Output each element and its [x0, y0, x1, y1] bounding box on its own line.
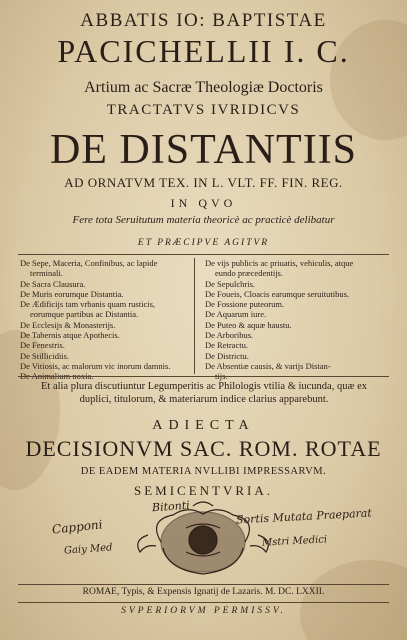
toc-item: De Absentiæ causis, & varijs Distan- — [205, 360, 331, 371]
divider-top — [18, 254, 389, 255]
paper-stain — [300, 560, 407, 640]
imprint: ROMAE, Typis, & Expensis Ignatij de Lazaris. M. DC. LXXII. — [82, 587, 325, 597]
toc-item: eorumque partibus ac Distantia. — [30, 309, 139, 320]
superiorum-permissu: SVPERIORVM PERMISSV. — [121, 606, 286, 616]
signature-top-center: Bitonti — [151, 498, 191, 515]
toc-item: De Sacra Clausura. — [20, 278, 86, 289]
toc-item: De Animalium noxia. — [20, 371, 94, 382]
toc-item: De Muris eorumque Distantia. — [20, 288, 124, 299]
summary-paragraph: Et alia plura discutiuntur Legumperitis ac Philologis vtilia & iucunda, quæ ex duplici, titulorum, & materiarum indice clarius apparebunt. — [40, 381, 368, 405]
author-line: ABBATIS IO: BAPTISTAE — [80, 10, 327, 31]
signature-right: Sortis Mutata Praeparat — [235, 506, 373, 527]
adiecta-heading: ADIECTA — [152, 418, 255, 433]
de-eadem-line: DE EADEM MATERIA NVLLIBI IMPRESSARVM. — [80, 466, 327, 477]
toc-item: De Sepulchris. — [205, 278, 256, 289]
toc-item: De Ecclesijs & Monasterijs. — [20, 319, 116, 330]
toc-right-column — [205, 258, 387, 382]
toc-item: De Vitiosis, ac malorum vic inorum damnis. — [20, 360, 171, 371]
toc-item: De Districtu. — [205, 350, 249, 361]
toc-item: De Fossione puteorum. — [205, 299, 285, 310]
toc-item: De Arboribus. — [205, 330, 254, 341]
semicenturia-line: SEMICENTVRIA. — [133, 483, 274, 498]
toc-item: terminali. — [30, 268, 63, 279]
toc-item: De Aquarum iure. — [205, 309, 267, 320]
toc-item: De Foueis, Cloacis earumque seruitutibus. — [205, 288, 350, 299]
toc-item: De Fenestris. — [20, 340, 65, 351]
author-name: PACICHELLII I. C. — [57, 33, 350, 69]
divider-imprint-top — [18, 584, 389, 585]
toc-item: eundo præcedentijs. — [215, 268, 283, 279]
toc-item: De Tabernis atque Apothecis. — [20, 330, 120, 341]
in-quo: IN QVO — [170, 196, 237, 210]
signature-bottom-right: Mstri Medici — [261, 534, 328, 549]
toc-item: tijs. — [215, 371, 228, 382]
divider-imprint-bottom — [18, 602, 389, 603]
toc-item: De Stillicidiis. — [20, 350, 70, 361]
signature-bottom-left: Gaiy Med — [63, 542, 113, 557]
toc-item: De Ædificijs tam vrbanis quam rusticis, — [20, 299, 156, 310]
subtitle: AD ORNATVM TEX. IN L. VLT. FF. FIN. REG. — [64, 175, 343, 190]
treatise-label: TRACTATVS IVRIDICVS — [106, 102, 301, 118]
signature-top-left: Capponi — [51, 517, 104, 537]
toc-item: De Puteo & aquæ haustu. — [205, 319, 292, 330]
column-divider — [194, 258, 195, 374]
toc-left-column — [20, 258, 188, 382]
divider-bottom — [18, 376, 389, 377]
author-title: Artium ac Sacræ Theologiæ Doctoris — [84, 79, 323, 96]
decisionum-title: DECISIONVM SAC. ROM. ROTAE — [25, 436, 382, 461]
main-title: DE DISTANTIIS — [49, 127, 358, 173]
toc-item: De vijs publicis ac priuatis, vehiculis, atque — [205, 258, 354, 268]
section-heading: ET PRÆCIPVE AGITVR — [137, 238, 270, 248]
toc-item: De Sepe, Maceria, Confinibus, ac lapide — [20, 258, 158, 268]
description: Fere tota Seruitutum materia theoricè ac practicè delibatur — [72, 214, 335, 226]
toc-item: De Retractu. — [205, 340, 248, 351]
